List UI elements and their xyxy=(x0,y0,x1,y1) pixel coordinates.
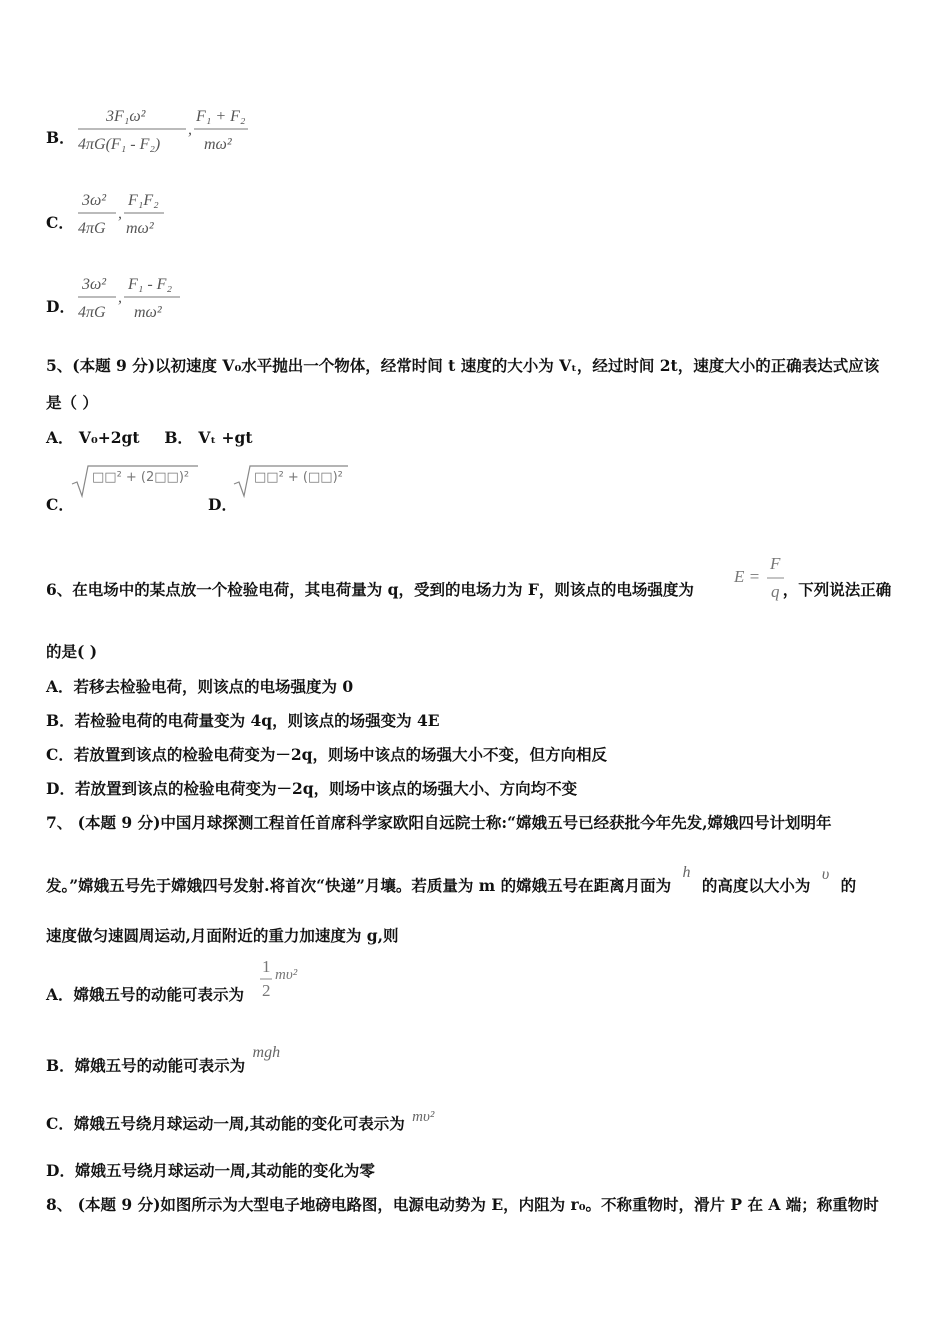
svg-text:mω²: mω² xyxy=(126,220,154,237)
q6-option-c: C．若放置到该点的检验电荷变为－2q，则场中该点的场强大小不变，但方向相反 xyxy=(46,745,607,764)
q4-c-formula-graphic xyxy=(76,186,176,242)
q5-option-c-label: C． xyxy=(46,495,74,514)
q7-stem-part-a: 发。”嫦娥五号先于嫦娥四号发射.将首次“快递”月壤。若质量为 m 的嫦娥五号在距离月面为 xyxy=(46,876,672,895)
svg-text:3ω²: 3ω² xyxy=(82,276,107,293)
svg-text:,: , xyxy=(118,289,122,306)
svg-text:4πG: 4πG xyxy=(78,220,106,237)
q7-option-c-formula: mυ² xyxy=(412,1109,435,1125)
q7-option-c-text: C．嫦娥五号绕月球运动一周,其动能的变化可表示为 xyxy=(46,1114,405,1133)
svg-text:F₁ - F₂: F₁ - F₂ xyxy=(128,276,172,293)
q5-options-ab xyxy=(46,426,252,448)
q7-symbol-v: υ xyxy=(821,866,830,883)
q6-formula-e: E = xyxy=(734,567,761,586)
q7-option-d: D．嫦娥五号绕月球运动一周,其动能的变化为零 xyxy=(46,1161,375,1180)
q5-option-a: A． V₀+2gt xyxy=(46,428,140,447)
q7-a-den: 2 xyxy=(262,981,271,1000)
svg-text:4πG: 4πG xyxy=(78,304,106,321)
q5-stem-line1: 5、(本题 9 分)以初速度 V₀水平抛出一个物体，经常时间 t 速度的大小为 Vₜ，经过时间 2t，速度大小的正确表达式应该 xyxy=(46,356,880,375)
q4-b-formula-graphic xyxy=(76,102,256,158)
q6-stem-after: ，下列说法正确 xyxy=(782,580,892,599)
q7-option-b-formula: mgh xyxy=(252,1044,281,1061)
q5-option-d-formula xyxy=(232,462,352,498)
q7-stem-part-c: 的 xyxy=(840,876,857,895)
svg-text:,: , xyxy=(118,205,122,222)
q7-a-num: 1 xyxy=(262,957,271,976)
svg-text:4πG(F₁ - F₂): 4πG(F₁ - F₂) xyxy=(78,136,161,153)
q7-option-b-text: B．嫦娥五号的动能可表示为 xyxy=(46,1056,246,1075)
q5-option-d-label: D． xyxy=(208,495,237,514)
svg-text:F₁ + F₂: F₁ + F₂ xyxy=(196,108,246,125)
svg-text:3F₁ω²: 3F₁ω² xyxy=(106,108,146,125)
q7-option-a xyxy=(46,983,244,1005)
q4-option-d-formula xyxy=(76,270,196,326)
q4-d-formula-graphic xyxy=(76,270,196,326)
q6-field-formula xyxy=(734,554,794,606)
q5-d-radicand: □□² + (□□)² xyxy=(254,470,343,485)
svg-text:mω²: mω² xyxy=(134,304,162,321)
q6-formula-num: F xyxy=(770,554,781,573)
q7-stem-line3: 速度做匀速圆周运动,月面附近的重力加速度为 g,则 xyxy=(46,926,399,945)
q7-option-a-formula xyxy=(259,957,319,1003)
q6-option-d: D．若放置到该点的检验电荷变为－2q，则场中该点的场强大小、方向均不变 xyxy=(46,779,578,798)
q7-stem-part-b: 的高度以大小为 xyxy=(701,876,811,895)
q4-option-c xyxy=(46,211,74,233)
q6-stem-before: 6、在电场中的某点放一个检验电荷，其电荷量为 q，受到的电场力为 F，则该点的电场强度为 xyxy=(46,580,694,599)
q5-option-c-formula xyxy=(70,462,200,498)
q5-c-radicand: □□² + (2□□)² xyxy=(92,470,190,485)
q6-option-b: B．若检验电荷的电荷量变为 4q，则该点的场强变为 4E xyxy=(46,711,440,730)
svg-text:F₁F₂: F₁F₂ xyxy=(128,192,159,209)
q4-option-b xyxy=(46,126,75,148)
q4-option-b-formula xyxy=(76,102,256,158)
svg-text:mω²: mω² xyxy=(204,136,232,153)
q7-a-tail: mυ² xyxy=(275,967,298,983)
q7-stem-line2 xyxy=(46,864,857,896)
svg-text:,: , xyxy=(188,121,192,138)
q4-option-d xyxy=(46,295,75,317)
option-label: D． xyxy=(46,297,75,316)
svg-text:3ω²: 3ω² xyxy=(82,192,107,209)
q7-option-c xyxy=(46,1109,435,1134)
q7-symbol-h: h xyxy=(682,864,691,881)
q7-stem-line1: 7、 (本题 9 分)中国月球探测工程首任首席科学家欧阳自远院士称:“嫦娥五号已经获批今年先发,嫦娥四号计划明年 xyxy=(46,813,832,832)
fraction-bar xyxy=(734,554,794,606)
q7-option-b xyxy=(46,1044,281,1076)
option-label: B． xyxy=(46,128,75,147)
q6-formula-den: q xyxy=(771,582,780,601)
option-label: C． xyxy=(46,213,74,232)
q8-stem-line1: 8、 (本题 9 分)如图所示为大型电子地磅电路图，电源电动势为 E，内阻为 r₀。不称重物时，滑片 P 在 A 端；称重物时 xyxy=(46,1195,879,1214)
q7-option-a-text: A．嫦娥五号的动能可表示为 xyxy=(46,985,245,1004)
q6-stem-line2: 的是( ) xyxy=(46,642,98,661)
q6-option-a: A．若移去检验电荷，则该点的电场强度为 0 xyxy=(46,677,354,696)
q5-option-b: B． Vₜ +gt xyxy=(164,428,253,447)
q4-option-c-formula xyxy=(76,186,176,242)
q5-stem-line2: 是（ ） xyxy=(46,393,98,412)
